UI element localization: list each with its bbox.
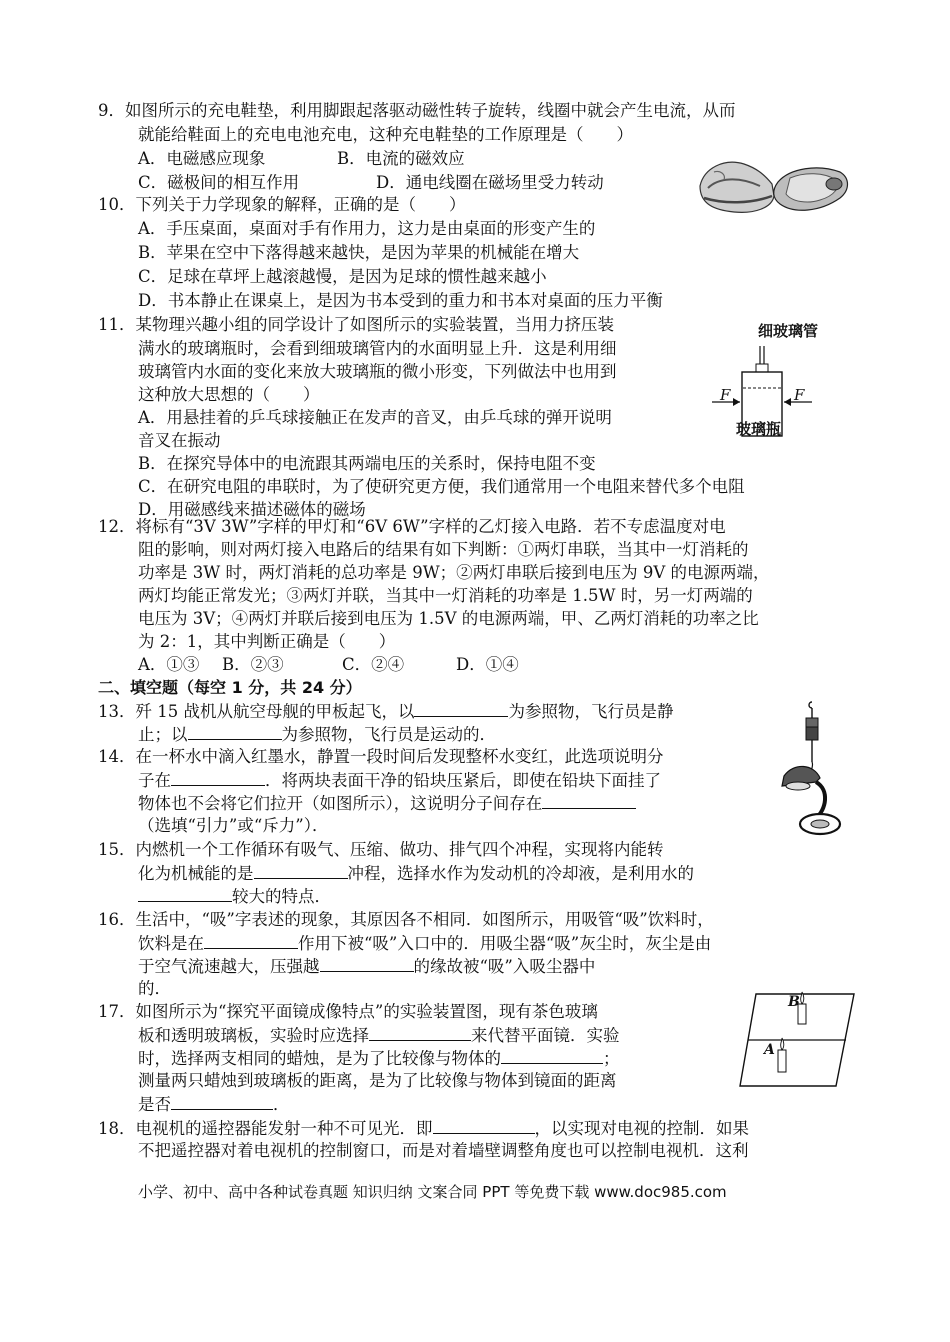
section-2-heading: 二、填空题（每空 1 分，共 24 分）	[98, 678, 362, 697]
q12-line3: 功率是 3W 时，两灯消耗的总功率是 9W；②两灯串联后接到电压为 9V 的电源两端，	[138, 563, 770, 582]
q14-blank-2[interactable]	[542, 792, 636, 809]
q18-text-b: ，以实现对电视的控制．如果	[534, 1119, 749, 1138]
page-footer: 小学、初中、高中各种试卷真题 知识归纳 文案合同 PPT 等免费下载 www.doc985.com	[138, 1183, 727, 1201]
q9-line1: 9．如图所示的充电鞋垫，利用脚跟起落驱动磁性转子旋转，线圈中就会产生电流，从而	[98, 101, 736, 120]
glass-bottle-figure	[712, 320, 862, 470]
q14-line1: 14．在一杯水中滴入红墨水，静置一段时间后发现整杯水变红，此选项说明分	[98, 747, 664, 766]
q16-text-d: 的缘故被“吸”入吸尘器中	[413, 957, 596, 976]
q14-blank-1[interactable]	[171, 769, 265, 786]
q13-blank-1[interactable]	[414, 700, 508, 717]
q10-option-b: B．苹果在空中下落得越来越快，是因为苹果的机械能在增大	[138, 243, 580, 262]
force-right-label: F	[794, 386, 805, 404]
q16-blank-1[interactable]	[204, 932, 298, 949]
q9-line2: 就能给鞋面上的充电电池充电，这种充电鞋垫的工作原理是（ ）	[138, 125, 633, 144]
thin-tube-label: 细玻璃管	[758, 322, 819, 340]
q15-blank-2[interactable]	[138, 885, 232, 902]
q11-line2: 满水的玻璃瓶时，会看到细玻璃管内的水面明显上升．这是利用细	[138, 339, 617, 358]
q13-text-c: 止；以	[138, 725, 188, 744]
q11-option-d: D．用磁感线来描述磁体的磁场	[138, 500, 366, 519]
q15-text-c: 较大的特点．	[232, 887, 331, 906]
q12-line4: 两灯均能正常发光；③两灯并联，当其中一灯消耗的功率是 1.5W 时，另一灯两端的	[138, 586, 753, 605]
q12-option-b: B．②③	[222, 655, 284, 674]
q16-line2	[138, 932, 711, 955]
lead-blocks-lamp-figure	[776, 700, 846, 842]
q10-option-c: C．足球在草坪上越滚越慢，是因为足球的惯性越来越小	[138, 267, 547, 286]
q16-blank-2[interactable]	[320, 955, 414, 972]
q17-blank-1[interactable]	[369, 1024, 471, 1041]
q16-line4: 的．	[138, 979, 171, 998]
q9-option-b: B．电流的磁效应	[337, 149, 465, 168]
q12-line2: 阻的影响，则对两灯接入电路后的结果有如下判断：①两灯串联，当其中一灯消耗的	[138, 540, 749, 559]
q17-text-a: 板和透明玻璃板，实验时应选择	[138, 1026, 369, 1045]
q13-line1	[98, 700, 673, 723]
q14-text-c: 物体也不会将它们拉开（如图所示），这说明分子间存在	[138, 794, 543, 813]
q17-line5	[138, 1093, 290, 1116]
q12-line6: 为 2：1，其中判断正确是（ ）	[138, 632, 396, 651]
q17-line2	[138, 1024, 620, 1047]
q18-text-a: 18．电视机的遥控器能发射一种不可见光．即	[98, 1119, 433, 1138]
q9-option-d: D．通电线圈在磁场里受力转动	[376, 173, 604, 192]
q16-text-c: 于空气流速越大，压强越	[138, 957, 320, 976]
q16-line1: 16．生活中，“吸”字表述的现象，其原因各不相同．如图所示，用吸管“吸”饮料时，	[98, 910, 714, 929]
q17-blank-3[interactable]	[171, 1093, 273, 1110]
q17-text-e: 是否	[138, 1095, 171, 1114]
q15-line1: 15．内燃机一个工作循环有吸气、压缩、做功、排气四个冲程，实现将内能转	[98, 840, 664, 859]
q12-option-d: D．①④	[456, 655, 519, 674]
q11-option-b: B．在探究导体中的电流跟其两端电压的关系时，保持电阻不变	[138, 454, 596, 473]
candle-b-label: B	[788, 994, 800, 1010]
q12-option-a: A．①③	[138, 655, 200, 674]
q14-line3	[138, 792, 636, 815]
shoe-insole-figure	[694, 148, 854, 226]
q17-line4: 测量两只蜡烛到玻璃板的距离，是为了比较像与物体到镜面的距离	[138, 1071, 617, 1090]
q13-text-b: 为参照物，飞行员是静	[508, 702, 674, 721]
q10-line1: 10．下列关于力学现象的解释，正确的是（ ）	[98, 195, 466, 214]
q16-line3	[138, 955, 595, 978]
q13-blank-2[interactable]	[188, 723, 282, 740]
q9-option-c: C．磁极间的相互作用	[138, 173, 300, 192]
plane-mirror-figure	[738, 978, 858, 1094]
q14-line4: （选填“引力”或“斥力”）．	[138, 816, 329, 835]
q17-line3	[138, 1047, 620, 1070]
q15-line2	[138, 862, 694, 885]
q18-line1	[98, 1117, 749, 1140]
candle-a-label: A	[764, 1042, 775, 1058]
q11-option-a-line2: 音叉在振动	[138, 431, 221, 450]
q16-text-b: 作用下被“吸”入口中的．用吸尘器“吸”灰尘时，灰尘是由	[298, 934, 712, 953]
q15-text-b: 冲程，选择水作为发动机的冷却液，是利用水的	[347, 864, 694, 883]
q10-option-d: D．书本静止在课桌上，是因为书本受到的重力和书本对桌面的压力平衡	[138, 291, 663, 310]
q9-option-a: A．电磁感应现象	[138, 149, 266, 168]
q12-line1: 12．将标有“3V 3W”字样的甲灯和“6V 6W”字样的乙灯接入电路．若不专虑温度对电	[98, 517, 726, 536]
bottle-diagram	[712, 340, 862, 440]
glass-bottle-label: 玻璃瓶	[736, 420, 782, 438]
q12-line5: 电压为 3V；④两灯并联后接到电压为 1.5V 的电源两端，甲、乙两灯消耗的功率之比	[138, 609, 759, 628]
q11-option-a-line1: A．用悬挂着的乒乓球接触正在发声的音叉，由乒乓球的弹开说明	[138, 408, 612, 427]
q17-text-b: 来代替平面镜．实验	[471, 1026, 620, 1045]
force-left-label: F	[720, 386, 731, 404]
q11-line1: 11．某物理兴趣小组的同学设计了如图所示的实验装置，当用力挤压装	[98, 315, 614, 334]
q11-line3: 玻璃管内水面的变化来放大玻璃瓶的微小形变，下列做法中也用到	[138, 362, 617, 381]
q15-text-a: 化为机械能的是	[138, 864, 254, 883]
q16-text-a: 饮料是在	[138, 934, 204, 953]
q18-blank-1[interactable]	[433, 1117, 535, 1134]
q14-text-b: ．将两块表面干净的铅块压紧后，即使在铅块下面挂了	[265, 771, 661, 790]
q17-line1: 17．如图所示为“探究平面镜成像特点”的实验装置图，现有茶色玻璃	[98, 1002, 598, 1021]
q11-line4: 这种放大思想的（ ）	[138, 385, 320, 404]
q17-blank-2[interactable]	[501, 1047, 603, 1064]
q12-option-c: C．②④	[342, 655, 405, 674]
q11-option-c: C．在研究电阻的串联时，为了使研究更方便，我们通常用一个电阻来替代多个电阻	[138, 477, 745, 496]
q17-text-d: ；	[603, 1049, 620, 1068]
q17-text-f: ．	[273, 1095, 290, 1114]
q18-line2: 不把遥控器对着电视机的控制窗口，而是对着墙壁调整角度也可以控制电视机．这利	[138, 1141, 749, 1160]
q15-blank-1[interactable]	[254, 862, 348, 879]
q14-text-a: 子在	[138, 771, 171, 790]
q15-line3	[138, 885, 331, 908]
q17-text-c: 时，选择两支相同的蜡烛，是为了比较像与物体的	[138, 1049, 501, 1068]
q13-text-a: 13．歼 15 战机从航空母舰的甲板起飞，以	[98, 702, 415, 721]
q13-text-d: 为参照物，飞行员是运动的．	[281, 725, 496, 744]
q14-line2	[138, 769, 661, 792]
q10-option-a: A．手压桌面，桌面对手有作用力，这力是由桌面的形变产生的	[138, 219, 596, 238]
q13-line2	[138, 723, 496, 746]
